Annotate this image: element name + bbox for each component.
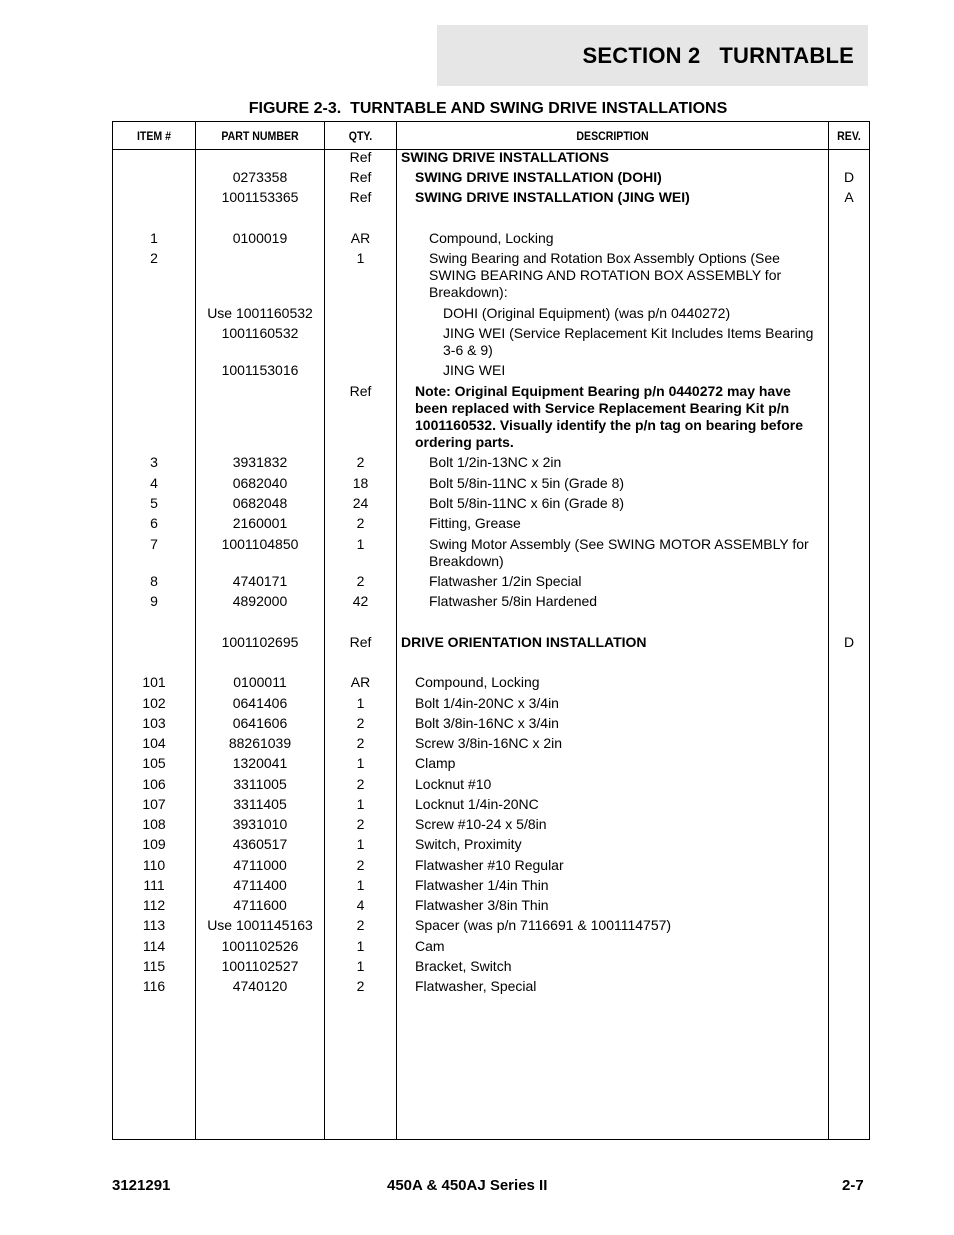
- description: Clamp: [415, 755, 456, 771]
- quantity: 2: [356, 816, 365, 832]
- item-number: 107: [142, 796, 166, 812]
- quantity: 2: [356, 735, 365, 751]
- parts-table: [112, 121, 870, 1140]
- part-number: 3311405: [233, 796, 287, 812]
- part-number: 0273358: [232, 169, 288, 185]
- quantity: 1: [356, 755, 365, 771]
- part-number: 1001153016: [221, 362, 299, 378]
- description: Fitting, Grease: [429, 515, 521, 531]
- item-number: 1: [150, 230, 158, 246]
- part-number: 4711000: [233, 857, 287, 873]
- description: SWING DRIVE INSTALLATION (DOHI): [415, 169, 662, 185]
- part-number: 1001153365: [221, 189, 299, 205]
- footer-page-number: 2-7: [842, 1177, 864, 1194]
- description: Screw #10-24 x 5/8in: [415, 816, 547, 832]
- quantity: 2: [356, 857, 365, 873]
- revision: D: [843, 169, 855, 185]
- description: Locknut 1/4in-20NC: [415, 796, 539, 812]
- item-number: 7: [150, 536, 158, 552]
- section-title: SECTION 2 TURNTABLE: [582, 42, 854, 68]
- quantity: 1: [356, 836, 365, 852]
- description: Bolt 5/8in-11NC x 6in (Grade 8): [429, 495, 625, 511]
- quantity: 2: [356, 978, 365, 994]
- part-number: Use 1001145163: [207, 917, 313, 933]
- description: Note: Original Equipment Bearing p/n 0440272 may have been replaced with Service Replacement Bearing Kit p/n 1001160532. Visually identify the p/n tag on bearing before ordering parts.: [415, 383, 803, 450]
- quantity: 1: [356, 536, 365, 552]
- description: Flatwasher 5/8in Hardened: [429, 593, 598, 609]
- item-number: 9: [150, 593, 158, 609]
- description: Swing Bearing and Rotation Box Assembly Options (See SWING BEARING AND ROTATION BOX ASSEMBLY for Breakdown):: [429, 250, 782, 300]
- item-number: 8: [150, 573, 158, 589]
- column-header-qty: QTY.: [348, 128, 373, 143]
- quantity: 18: [352, 475, 369, 491]
- part-number: 1001160532: [221, 325, 299, 341]
- part-number: 4360517: [232, 836, 288, 852]
- part-number: 4711400: [233, 877, 287, 893]
- item-number: 103: [142, 715, 166, 731]
- description: Flatwasher 1/2in Special: [429, 573, 582, 589]
- description: Flatwasher 3/8in Thin: [415, 897, 549, 913]
- description: DOHI (Original Equipment) (was p/n 0440272): [443, 305, 731, 321]
- quantity: Ref: [349, 189, 372, 205]
- description: Bolt 1/4in-20NC x 3/4in: [415, 695, 559, 711]
- item-number: 113: [142, 917, 166, 933]
- quantity: Ref: [349, 169, 372, 185]
- item-number: 115: [142, 958, 166, 974]
- description: Flatwasher #10 Regular: [415, 857, 564, 873]
- part-number: 4892000: [232, 593, 288, 609]
- quantity: 1: [356, 796, 365, 812]
- item-number: 5: [150, 495, 158, 511]
- part-number: 0100019: [232, 230, 288, 246]
- description: Screw 3/8in-16NC x 2in: [415, 735, 563, 751]
- revision: D: [843, 634, 855, 650]
- part-number: 88261039: [228, 735, 292, 751]
- description: Switch, Proximity: [415, 836, 522, 852]
- description: DRIVE ORIENTATION INSTALLATION: [401, 634, 647, 650]
- description: Bracket, Switch: [415, 958, 512, 974]
- revision: A: [844, 189, 854, 205]
- item-number: 6: [150, 515, 158, 531]
- item-number: 110: [142, 857, 166, 873]
- item-number: 105: [142, 755, 166, 771]
- quantity: 2: [356, 573, 365, 589]
- footer-document-number: 3121291: [112, 1177, 171, 1194]
- item-number: 109: [142, 836, 166, 852]
- quantity: Ref: [349, 149, 372, 165]
- part-number: 0100011: [233, 674, 287, 690]
- quantity: 2: [356, 917, 365, 933]
- quantity: 4: [356, 897, 365, 913]
- part-number: 1320041: [232, 755, 288, 771]
- part-number: 2160001: [232, 515, 288, 531]
- section-header: [437, 25, 868, 86]
- quantity: 1: [356, 938, 365, 954]
- item-number: 114: [142, 938, 166, 954]
- quantity: 2: [356, 776, 365, 792]
- description: Compound, Locking: [415, 674, 540, 690]
- description: Flatwasher 1/4in Thin: [415, 877, 549, 893]
- column-header-description: DESCRIPTION: [576, 128, 649, 143]
- description: SWING DRIVE INSTALLATION (JING WEI): [415, 189, 690, 205]
- quantity: 1: [356, 958, 365, 974]
- item-number: 111: [143, 877, 165, 893]
- item-number: 108: [142, 816, 166, 832]
- figure-title: FIGURE 2-3. TURNTABLE AND SWING DRIVE INSTALLATIONS: [248, 100, 728, 117]
- item-number: 2: [150, 250, 158, 266]
- item-number: 3: [150, 454, 158, 470]
- description: SWING DRIVE INSTALLATIONS: [401, 149, 609, 165]
- quantity: 2: [356, 515, 365, 531]
- quantity: 2: [356, 715, 365, 731]
- part-number: 4711600: [233, 897, 287, 913]
- description: Spacer (was p/n 7116691 & 1001114757): [415, 917, 672, 933]
- footer-model: 450A & 450AJ Series II: [387, 1177, 548, 1194]
- quantity: 42: [352, 593, 369, 609]
- part-number: 1001102527: [221, 958, 299, 974]
- part-number: 3311005: [233, 776, 287, 792]
- part-number: 3931010: [232, 816, 288, 832]
- quantity: AR: [350, 674, 371, 690]
- part-number: 1001102695: [221, 634, 299, 650]
- item-number: 106: [142, 776, 166, 792]
- quantity: Ref: [349, 634, 372, 650]
- column-header-part-number: PART NUMBER: [221, 128, 299, 143]
- column-header-rev: REV.: [837, 128, 861, 143]
- quantity: AR: [350, 230, 371, 246]
- quantity: 24: [352, 495, 369, 511]
- description: Bolt 5/8in-11NC x 5in (Grade 8): [429, 475, 625, 491]
- quantity: 2: [356, 454, 365, 470]
- part-number: Use 1001160532: [207, 305, 313, 321]
- description: Flatwasher, Special: [415, 978, 537, 994]
- item-number: 4: [150, 475, 158, 491]
- part-number: 3931832: [232, 454, 288, 470]
- description: Cam: [415, 938, 445, 954]
- part-number: 1001104850: [221, 536, 299, 552]
- item-number: 101: [142, 674, 166, 690]
- description: Compound, Locking: [429, 230, 554, 246]
- item-number: 116: [142, 978, 166, 994]
- description: JING WEI: [443, 362, 506, 378]
- part-number: 0641406: [232, 695, 288, 711]
- column-divider: [828, 122, 829, 1139]
- item-number: 112: [142, 897, 166, 913]
- quantity: 1: [356, 695, 365, 711]
- description: Bolt 3/8in-16NC x 3/4in: [415, 715, 559, 731]
- part-number: 0641606: [232, 715, 288, 731]
- item-number: 102: [142, 695, 166, 711]
- quantity: 1: [356, 250, 365, 266]
- part-number: 1001102526: [221, 938, 299, 954]
- item-number: 104: [142, 735, 166, 751]
- part-number: 4740171: [232, 573, 288, 589]
- description: Bolt 1/2in-13NC x 2in: [429, 454, 562, 470]
- part-number: 0682048: [232, 495, 288, 511]
- quantity: Ref: [349, 383, 372, 399]
- column-header-item: ITEM #: [136, 128, 172, 143]
- part-number: 0682040: [232, 475, 288, 491]
- description: Locknut #10: [415, 776, 492, 792]
- quantity: 1: [356, 877, 365, 893]
- part-number: 4740120: [232, 978, 288, 994]
- description: JING WEI (Service Replacement Kit Includes Items Bearing 3-6 & 9): [443, 325, 814, 358]
- description: Swing Motor Assembly (See SWING MOTOR ASSEMBLY for Breakdown): [429, 536, 809, 569]
